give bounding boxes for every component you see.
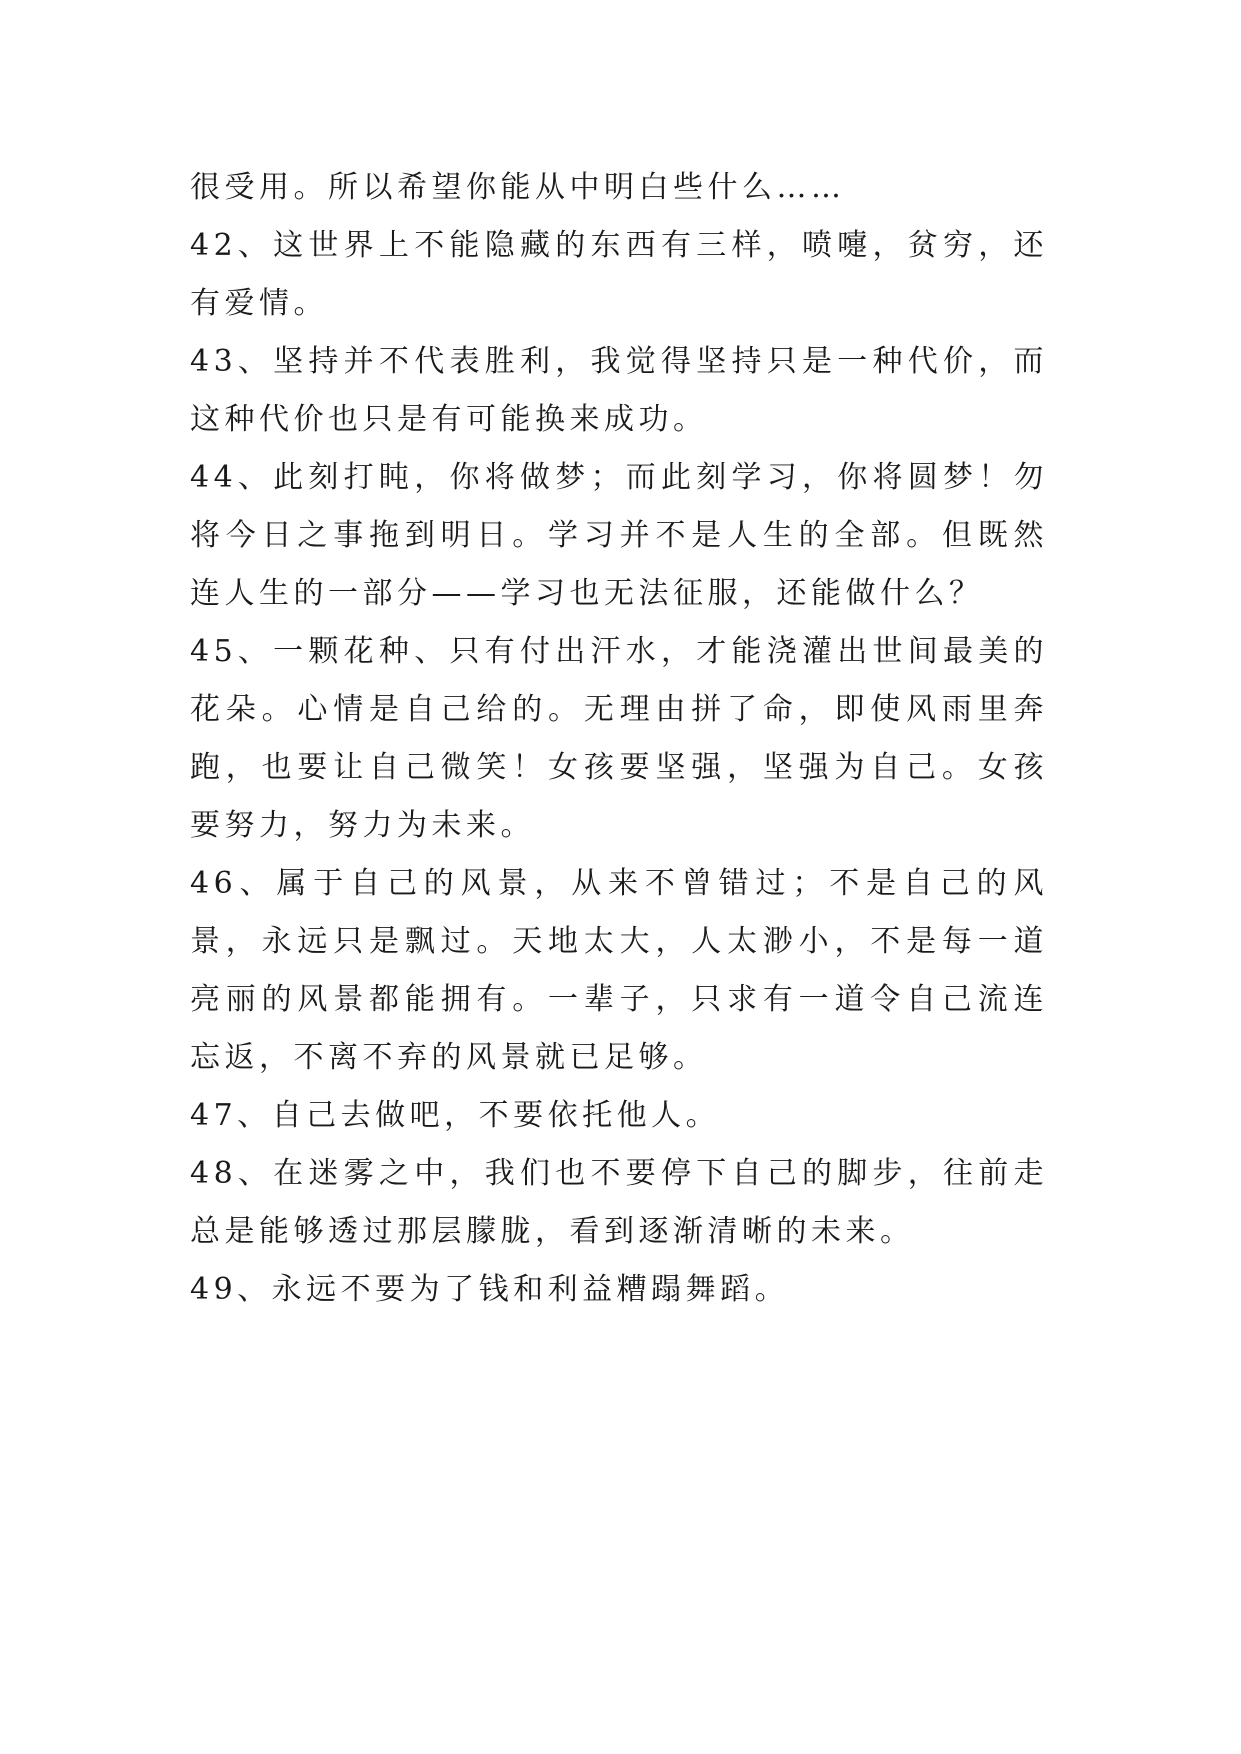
document-body — [190, 159, 1048, 1319]
paragraph-48: 48、在迷雾之中，我们也不要停下自己的脚步，往前走总是能够透过那层朦胧，看到逐渐清晰的未来。 — [190, 1156, 1048, 1249]
paragraph-43: 43、坚持并不代表胜利，我觉得坚持只是一种代价，而这种代价也只是有可能换来成功。 — [190, 344, 1048, 437]
paragraph-45: 45、一颗花种、只有付出汗水，才能浇灌出世间最美的花朵。心情是自己给的。无理由拼了命，即使风雨里奔跑，也要让自己微笑！女孩要坚强，坚强为自己。女孩要努力，努力为未来。 — [190, 634, 1048, 843]
paragraph-continuation: 很受用。所以希望你能从中明白些什么…… — [190, 170, 846, 205]
paragraph-46: 46、属于自己的风景，从来不曾错过；不是自己的风景，永远只是飘过。天地太大，人太渺小，不是每一道亮丽的风景都能拥有。一辈子，只求有一道令自己流连忘返，不离不弃的风景就已足够。 — [190, 866, 1048, 1075]
paragraph-42: 42、这世界上不能隐藏的东西有三样，喷嚏，贫穷，还有爱情。 — [190, 228, 1048, 321]
paragraph-49: 49、永远不要为了钱和利益糟蹋舞蹈。 — [190, 1272, 790, 1307]
paragraph-47: 47、自己去做吧，不要依托他人。 — [190, 1098, 721, 1133]
paragraph-44: 44、此刻打盹，你将做梦；而此刻学习，你将圆梦！勿将今日之事拖到明日。学习并不是人生的全部。但既然连人生的一部分——学习也无法征服，还能做什么？ — [190, 460, 1048, 611]
